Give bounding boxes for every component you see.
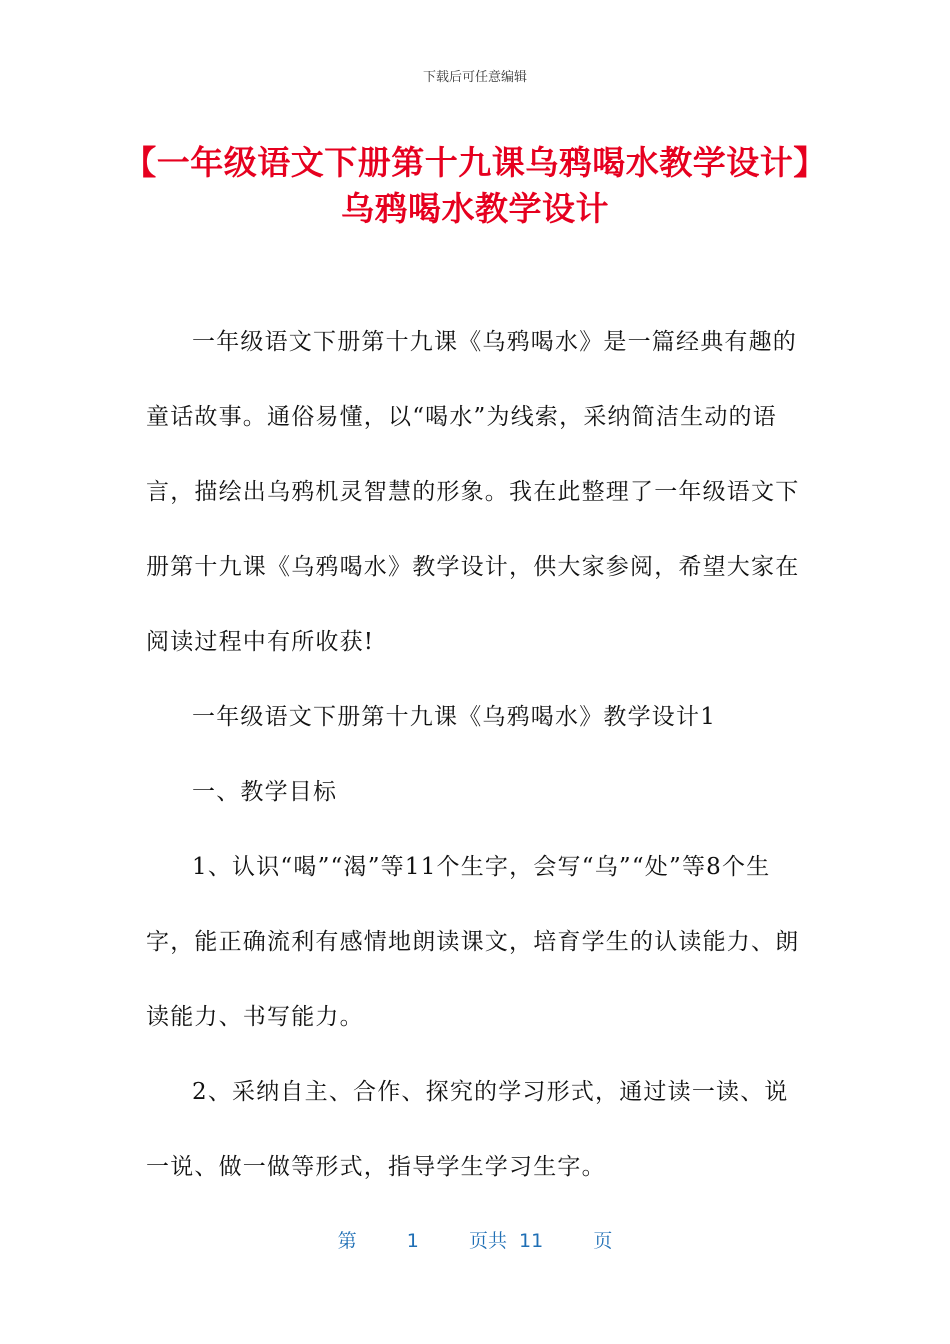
- page-label-suffix: 页: [593, 1230, 613, 1252]
- header-note: 下载后可任意编辑: [422, 70, 527, 85]
- page-footer: [0, 1226, 950, 1253]
- current-page-number: 1: [406, 1230, 419, 1252]
- document-title: 【一年级语文下册第十九课乌鸦喝水教学设计】乌鸦喝水教学设计: [123, 143, 827, 228]
- page-label-mid: 页共: [468, 1230, 507, 1252]
- section-heading: 一年级语文下册第十九课《乌鸦喝水》教学设计1: [192, 704, 717, 730]
- total-pages-number: 11: [519, 1230, 544, 1252]
- objectives-heading: 一、教学目标: [192, 779, 338, 805]
- intro-paragraph: 一年级语文下册第十九课《乌鸦喝水》是一篇经典有趣的童话故事。通俗易懂，以“喝水”为线索，采纳简洁生动的语言，描绘出乌鸦机灵智慧的形象。我在此整理了一年级语文下册第十九课《乌鸦喝水》教学设计，供大家参阅，希望大家在阅读过程中有所收获!: [146, 329, 800, 655]
- page-label-prefix: 第: [337, 1230, 357, 1252]
- objective-item-2: 2、采纳自主、合作、探究的学习形式，通过读一读、说一说、做一做等形式，指导学生学习生字。: [146, 1079, 789, 1180]
- objective-item-1: 1、认识“喝”“渴”等11个生字，会写“乌”“处”等8个生字，能正确流利有感情地朗读课文，培育学生的认读能力、朗读能力、书写能力。: [146, 854, 800, 1030]
